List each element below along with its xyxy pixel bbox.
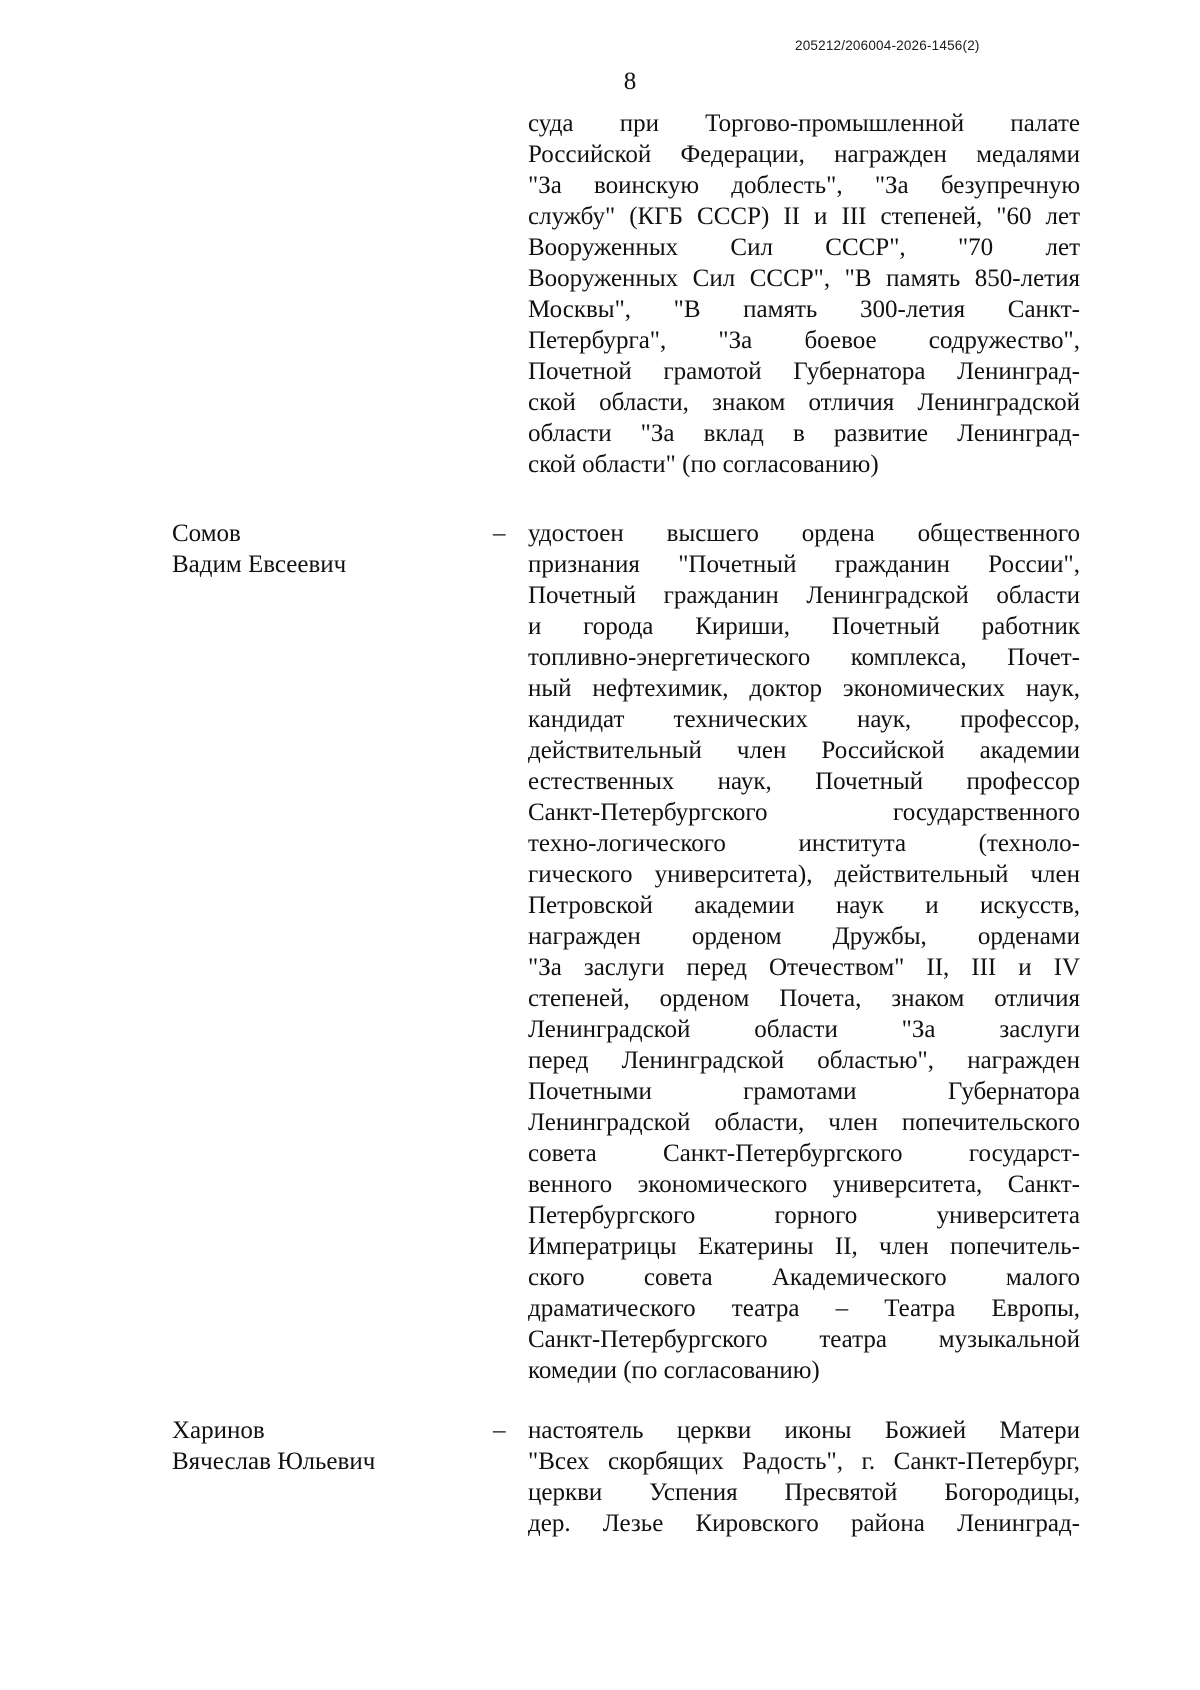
description-line: ского совета Академического малого [528, 1264, 1080, 1291]
description-line: естественных наук, Почетный профессор [528, 768, 1080, 795]
page-number: 8 [623, 68, 637, 95]
description-line: топливно-энергетического комплекса, Почет- [528, 644, 1080, 671]
description-line: действительный член Российской академии [528, 737, 1080, 764]
description-line: степеней, орденом Почета, знаком отличия [528, 985, 1080, 1012]
description-line: Вооруженных Сил СССР", "70 лет [528, 234, 1080, 261]
description-line: техно-логического института (техноло- [528, 830, 1080, 857]
surname: Харинов [172, 1417, 265, 1444]
description-line: и города Кириши, Почетный работник [528, 613, 1080, 640]
description-line: удостоен высшего ордена общественного [528, 520, 1080, 547]
description-line: Петровской академии наук и искусств, [528, 892, 1080, 919]
description-line: Ленинградской области, член попечительского [528, 1109, 1080, 1136]
description-line: венного экономического университета, Санкт- [528, 1171, 1080, 1198]
description-line: Ленинградской области "За заслуги [528, 1016, 1080, 1043]
description-line: Почетной грамотой Губернатора Ленинград- [528, 358, 1080, 385]
description-line: настоятель церкви иконы Божией Матери [528, 1417, 1080, 1444]
entry-description [528, 518, 1080, 1386]
description-line: признания "Почетный гражданин России", [528, 551, 1080, 578]
description-line: драматического театра – Театра Европы, [528, 1295, 1080, 1322]
description-line: службу" (КГБ СССР) II и III степеней, "60 лет [528, 203, 1080, 230]
description-line: ской области, знаком отличия Ленинградской [528, 389, 1080, 416]
description-line: "За заслуги перед Отечеством" II, III и IV [528, 954, 1080, 981]
description-line: Петербургского горного университета [528, 1202, 1080, 1229]
description-line: Санкт-Петербургского театра музыкальной [528, 1326, 1080, 1353]
description-line: Санкт-Петербургского государственного [528, 799, 1080, 826]
document-registration-number: 205212/206004-2026-1456(2) [795, 38, 980, 53]
given-names: Вячеслав Юльевич [172, 1448, 376, 1475]
description-line: кандидат технических наук, профессор, [528, 706, 1080, 733]
description-line: Российской Федерации, награжден медалями [528, 141, 1080, 168]
description-line: Вооруженных Сил СССР", "В память 850-летия [528, 265, 1080, 292]
description-line: "За воинскую доблесть", "За безупречную [528, 172, 1080, 199]
description-line: Петербурга", "За боевое содружество", [528, 327, 1080, 354]
description-line: ской области" (по согласованию) [528, 451, 879, 478]
description-line: Почетными грамотами Губернатора [528, 1078, 1080, 1105]
description-line: комедии (по согласованию) [528, 1357, 820, 1384]
entry-description [528, 1415, 1080, 1539]
description-line: награжден орденом Дружбы, орденами [528, 923, 1080, 950]
description-line: Императрицы Екатерины II, член попечитель- [528, 1233, 1080, 1260]
description-line: "Всех скорбящих Радость", г. Санкт-Петербург, [528, 1448, 1080, 1475]
description-line: церкви Успения Пресвятой Богородицы, [528, 1479, 1080, 1506]
description-line: Москвы", "В память 300-летия Санкт- [528, 296, 1080, 323]
dash-separator: – [493, 1417, 506, 1444]
person-name [172, 1415, 472, 1477]
description-line: перед Ленинградской областью", награжден [528, 1047, 1080, 1074]
description-line: Почетный гражданин Ленинградской области [528, 582, 1080, 609]
description-line: совета Санкт-Петербургского государст- [528, 1140, 1080, 1167]
description-line: ный нефтехимик, доктор экономических наук, [528, 675, 1080, 702]
given-names: Вадим Евсеевич [172, 551, 347, 578]
description-line: гического университета), действительный член [528, 861, 1080, 888]
description-line: области "За вклад в развитие Ленинград- [528, 420, 1080, 447]
dash-separator: – [493, 520, 506, 547]
description-line: суда при Торгово-промышленной палате [528, 110, 1080, 137]
description-line: дер. Лезье Кировского района Ленинград- [528, 1510, 1080, 1537]
surname: Сомов [172, 520, 241, 547]
entry-description [528, 108, 1080, 480]
person-name [172, 518, 472, 580]
